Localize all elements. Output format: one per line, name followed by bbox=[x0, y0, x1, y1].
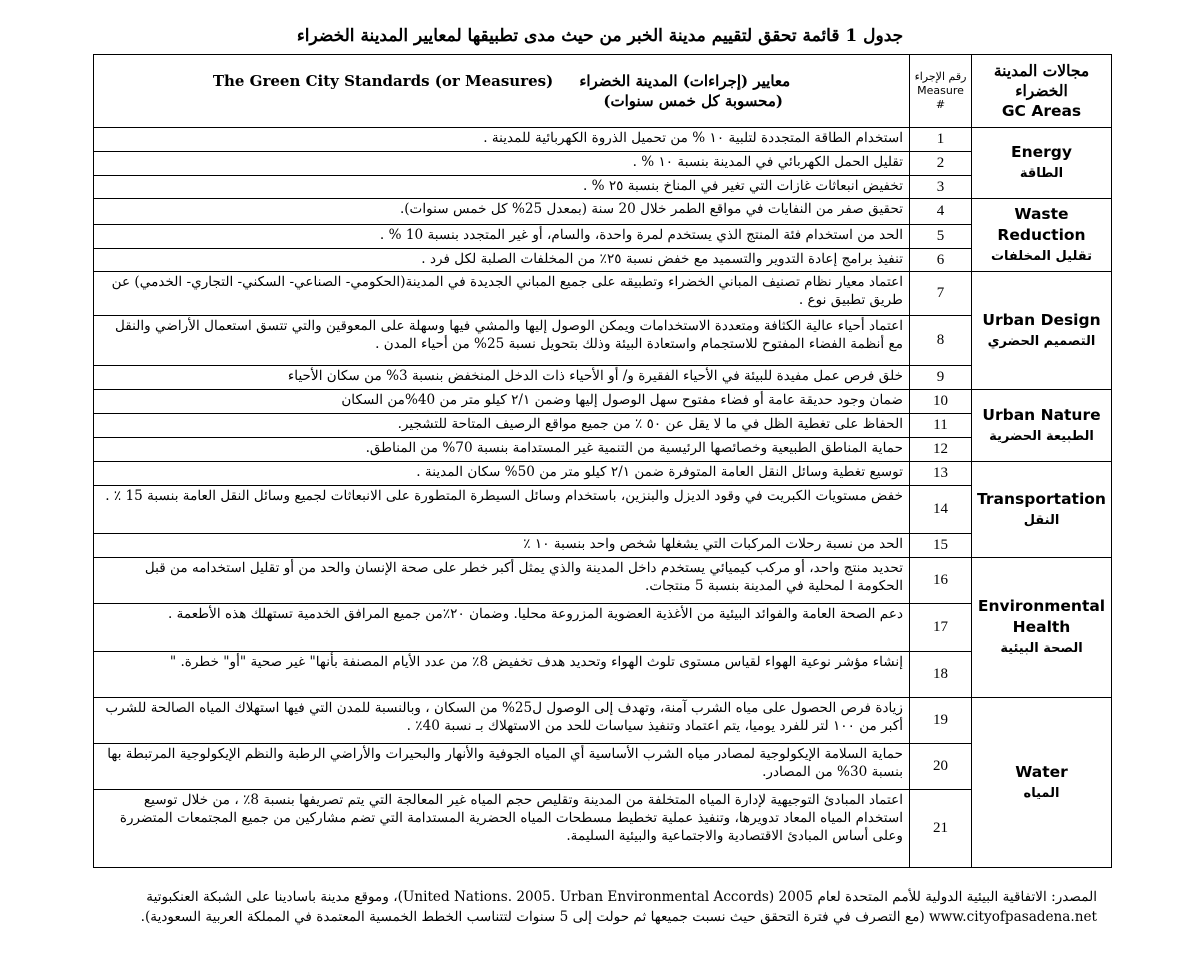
table-row bbox=[94, 438, 1112, 462]
measure-number: 3 bbox=[910, 176, 972, 199]
table-row bbox=[94, 272, 1112, 316]
measure-header-ar: رقم الإجراء bbox=[914, 70, 967, 83]
table-row bbox=[94, 152, 1112, 176]
gc-area-en: Water bbox=[1015, 762, 1068, 781]
areas-header-en: GC Areas bbox=[1001, 102, 1082, 120]
table-row bbox=[94, 790, 1112, 868]
measure-number: 1 bbox=[910, 128, 972, 152]
source-note: المصدر: الاتفاقية البيئية الدولية للأمم المتحدة لعام 2005 (United Nations. 2005. Urban Environmental Accords)، وموقع مدينة باسادينا على الشبكة العنكبوتية www.cityofpasadena.net (مع التصرف في فترة التحقق حيث نسبت جميعها ثم حولت إلى 5 سنوات لتتناسب الخطط الخمسية المعتمدة في المملكة العربية السعودية). bbox=[140, 889, 1097, 925]
table-row bbox=[94, 558, 1112, 604]
measure-number: 17 bbox=[910, 604, 972, 652]
gc-area-ar: الطبيعة الحضرية bbox=[989, 428, 1094, 444]
measure-number: 14 bbox=[910, 486, 972, 534]
measure-text: حماية المناطق الطبيعية وخصائصها الرئيسية من التنمية غير المستدامة بنسبة 70% من المناطق. bbox=[94, 438, 910, 462]
gc-area-en: Energy bbox=[1011, 143, 1072, 161]
gc-area-ar: الصحة البيئية bbox=[1000, 641, 1083, 656]
gc-area-cell bbox=[972, 390, 1112, 462]
measure-number: 9 bbox=[910, 366, 972, 390]
measure-text: تحديد منتج واحد، أو مركب كيميائي يستخدم داخل المدينة والذي يمثل أكبر خطر على صحة الإنسان والحد من أو تقليل استخدامه من قبل الحكومة ا لمحلية في المدينة بنسبة 5 منتجات. bbox=[94, 558, 910, 604]
measure-text: الحد من نسبة رحلات المركبات التي يشغلها شخص واحد بنسبة ١٠ ٪ bbox=[94, 534, 910, 558]
table-row bbox=[94, 604, 1112, 652]
standards-header bbox=[94, 55, 910, 128]
gc-area-en: Waste Reduction bbox=[997, 204, 1086, 244]
measure-text: تقليل الحمل الكهربائي في المدينة بنسبة ١٠ % . bbox=[94, 152, 910, 176]
checklist-body bbox=[94, 128, 1112, 868]
table-row bbox=[94, 534, 1112, 558]
measure-text: تنفيذ برامج إعادة التدوير والتسميد مع خفض نسبة ٢٥٪ من المخلفات الصلبة لكل فرد . bbox=[94, 249, 910, 272]
gc-area-cell bbox=[972, 199, 1112, 272]
measure-number: 5 bbox=[910, 225, 972, 249]
measure-number: 6 bbox=[910, 249, 972, 272]
table-row bbox=[94, 176, 1112, 199]
measure-number: 8 bbox=[910, 316, 972, 366]
measure-text: اعتماد المبادئ التوجيهية لإدارة المياه المتخلفة من المدينة وتقليص حجم المياه غير المعالجة التي يتم تصريفها بنسبة 8٪ ، من خلال توسيع استخدام المياه المعاد تدويرها، وتنفيذ عملية تخطيط مسطحات المياه الحضرية المستدامة التي تضم مشاركين من جميع المجتمعات المتضررة وعلى أساس المبادئ الاقتصادية والاجتماعية والبيئية السليمة. bbox=[94, 790, 910, 868]
table-row bbox=[94, 462, 1112, 486]
measure-number: 2 bbox=[910, 152, 972, 176]
measure-number: 20 bbox=[910, 744, 972, 790]
table-caption: جدول 1 قائمة تحقق لتقييم مدينة الخبر من حيث مدى تطبيقها لمعايير المدينة الخضراء bbox=[296, 26, 904, 46]
measure-number: 7 bbox=[910, 272, 972, 316]
measure-text: الحفاظ على تغطية الظل في ما لا يقل عن ٥٠ ٪ من جميع مواقع الرصيف المتاحة للتشجير. bbox=[94, 414, 910, 438]
measure-number: 4 bbox=[910, 199, 972, 225]
gc-area-cell bbox=[972, 698, 1112, 868]
gc-area-cell bbox=[972, 272, 1112, 390]
table-row bbox=[94, 486, 1112, 534]
measure-number: 21 bbox=[910, 790, 972, 868]
gc-area-cell bbox=[972, 128, 1112, 199]
table-row bbox=[94, 199, 1112, 225]
table-row bbox=[94, 414, 1112, 438]
gc-area-en: Environmental Health bbox=[977, 597, 1106, 636]
header-row bbox=[94, 55, 1112, 128]
measure-header bbox=[910, 55, 972, 128]
gc-area-en: Urban Nature bbox=[982, 405, 1101, 424]
table-row bbox=[94, 249, 1112, 272]
table-row bbox=[94, 128, 1112, 152]
gc-area-ar: تقليل المخلفات bbox=[990, 248, 1092, 264]
measure-number: 16 bbox=[910, 558, 972, 604]
measure-text: خلق فرص عمل مفيدة للبيئة في الأحياء الفقيرة و/ أو الأحياء ذات الدخل المنخفض بنسبة 3% من سكان الأحياء bbox=[94, 366, 910, 390]
measure-text: خفض مستويات الكبريت في وقود الديزل والبنزين، باستخدام وسائل السيطرة المتطورة على الانبعاثات لجميع وسائل النقل العامة بنسبة 15 ٪ . bbox=[94, 486, 910, 534]
measure-number: 18 bbox=[910, 652, 972, 698]
measure-number: 10 bbox=[910, 390, 972, 414]
measure-text: الحد من استخدام فئة المنتج الذي يستخدم لمرة واحدة، والسام، أو غير المتجدد بنسبة 10 % . bbox=[94, 225, 910, 249]
table-row bbox=[94, 316, 1112, 366]
gc-area-ar: الطاقة bbox=[1019, 166, 1064, 181]
standards-header-en: The Green City Standards (or Measures) bbox=[212, 72, 554, 90]
table-row bbox=[94, 366, 1112, 390]
standards-header-note: (محسوبة كل خمس سنوات) bbox=[603, 92, 783, 110]
green-city-checklist-table bbox=[93, 54, 1112, 868]
measure-number: 15 bbox=[910, 534, 972, 558]
measure-text: إنشاء مؤشر نوعية الهواء لقياس مستوى تلوث الهواء وتحديد هدف تخفيض 8٪ من عدد الأيام المصنفة بأنها" غير صحية "أو" خطرة. " bbox=[94, 652, 910, 698]
gc-area-ar: التصميم الحضري bbox=[987, 333, 1096, 349]
gc-area-en: Urban Design bbox=[982, 310, 1101, 329]
measure-text: دعم الصحة العامة والفوائد البيئية من الأغذية العضوية المزروعة محليا. وضمان ٢٠٪من جميع المرافق الخدمية تستهلك هذه الأطعمة . bbox=[94, 604, 910, 652]
measure-text: استخدام الطاقة المتجددة لتلبية ١٠ % من تحميل الذروة الكهربائية للمدينة . bbox=[94, 128, 910, 152]
measure-number: 11 bbox=[910, 414, 972, 438]
table-row bbox=[94, 698, 1112, 744]
areas-header-ar: مجالات المدينة الخضراء bbox=[993, 61, 1090, 100]
measure-text: حماية السلامة الإيكولوجية لمصادر مياه الشرب الأساسية أي المياه الجوفية والأنهار والبحيرات والأراضي الرطبة والنظم الإيكولوجية المرتبطة بها بنسبة 30% من المصادر. bbox=[94, 744, 910, 790]
measure-number: 13 bbox=[910, 462, 972, 486]
table-row bbox=[94, 744, 1112, 790]
measure-text: اعتماد أحياء عالية الكثافة ومتعددة الاستخدامات ويمكن الوصول إليها والمشي فيها وسهلة على المعوقين والتي تتسق استعمال الأراضي والنقل مع أنظمة الفضاء المفتوح للاستجمام واستعادة البيئة وذلك بتحويل نسبة 25% من أحياء المدن . bbox=[94, 316, 910, 366]
measure-text: تخفيض انبعاثات غازات التي تغير في المناخ بنسبة ٢٥ % . bbox=[94, 176, 910, 199]
areas-header bbox=[972, 55, 1112, 128]
gc-area-en: Transportation bbox=[977, 489, 1106, 508]
table-row bbox=[94, 390, 1112, 414]
table-row bbox=[94, 225, 1112, 249]
measure-text: اعتماد معيار نظام تصنيف المباني الخضراء وتطبيقه على جميع المباني الجديدة في المدينة(الحكومي- الصناعي- السكني- التجاري- الخدمي) عن طريق تطبيق نوع . bbox=[94, 272, 910, 316]
measure-text: زيادة فرص الحصول على مياه الشرب آمنة، وتهدف إلى الوصول ل25% من السكان ، وبالنسبة للمدن التي فيها استهلاك المياه الصالحة للشرب أكبر من ١٠٠ لتر للفرد يوميا، يتم اعتماد وتنفيذ سياسات للحد من الاستهلاك بـ نسبة 40٪ . bbox=[94, 698, 910, 744]
gc-area-cell bbox=[972, 462, 1112, 558]
measure-text: توسيع تغطية وسائل النقل العامة المتوفرة ضمن ٢/١ كيلو متر من 50% سكان المدينة . bbox=[94, 462, 910, 486]
table-row bbox=[94, 652, 1112, 698]
gc-area-cell bbox=[972, 558, 1112, 698]
measure-text: ضمان وجود حديقة عامة أو فضاء مفتوح سهل الوصول إليها وضمن ٢/١ كيلو متر من 40%من السكان bbox=[94, 390, 910, 414]
gc-area-ar: النقل bbox=[1023, 512, 1060, 528]
measure-number: 12 bbox=[910, 438, 972, 462]
standards-header-ar: معايير (إجراءات) المدينة الخضراء bbox=[579, 72, 791, 90]
gc-area-ar: المياه bbox=[1023, 785, 1060, 801]
measure-number: 19 bbox=[910, 698, 972, 744]
measure-header-en: Measure # bbox=[917, 84, 964, 111]
measure-text: تحقيق صفر من النفايات في مواقع الطمر خلال 20 سنة (بمعدل 25% كل خمس سنوات). bbox=[94, 199, 910, 225]
